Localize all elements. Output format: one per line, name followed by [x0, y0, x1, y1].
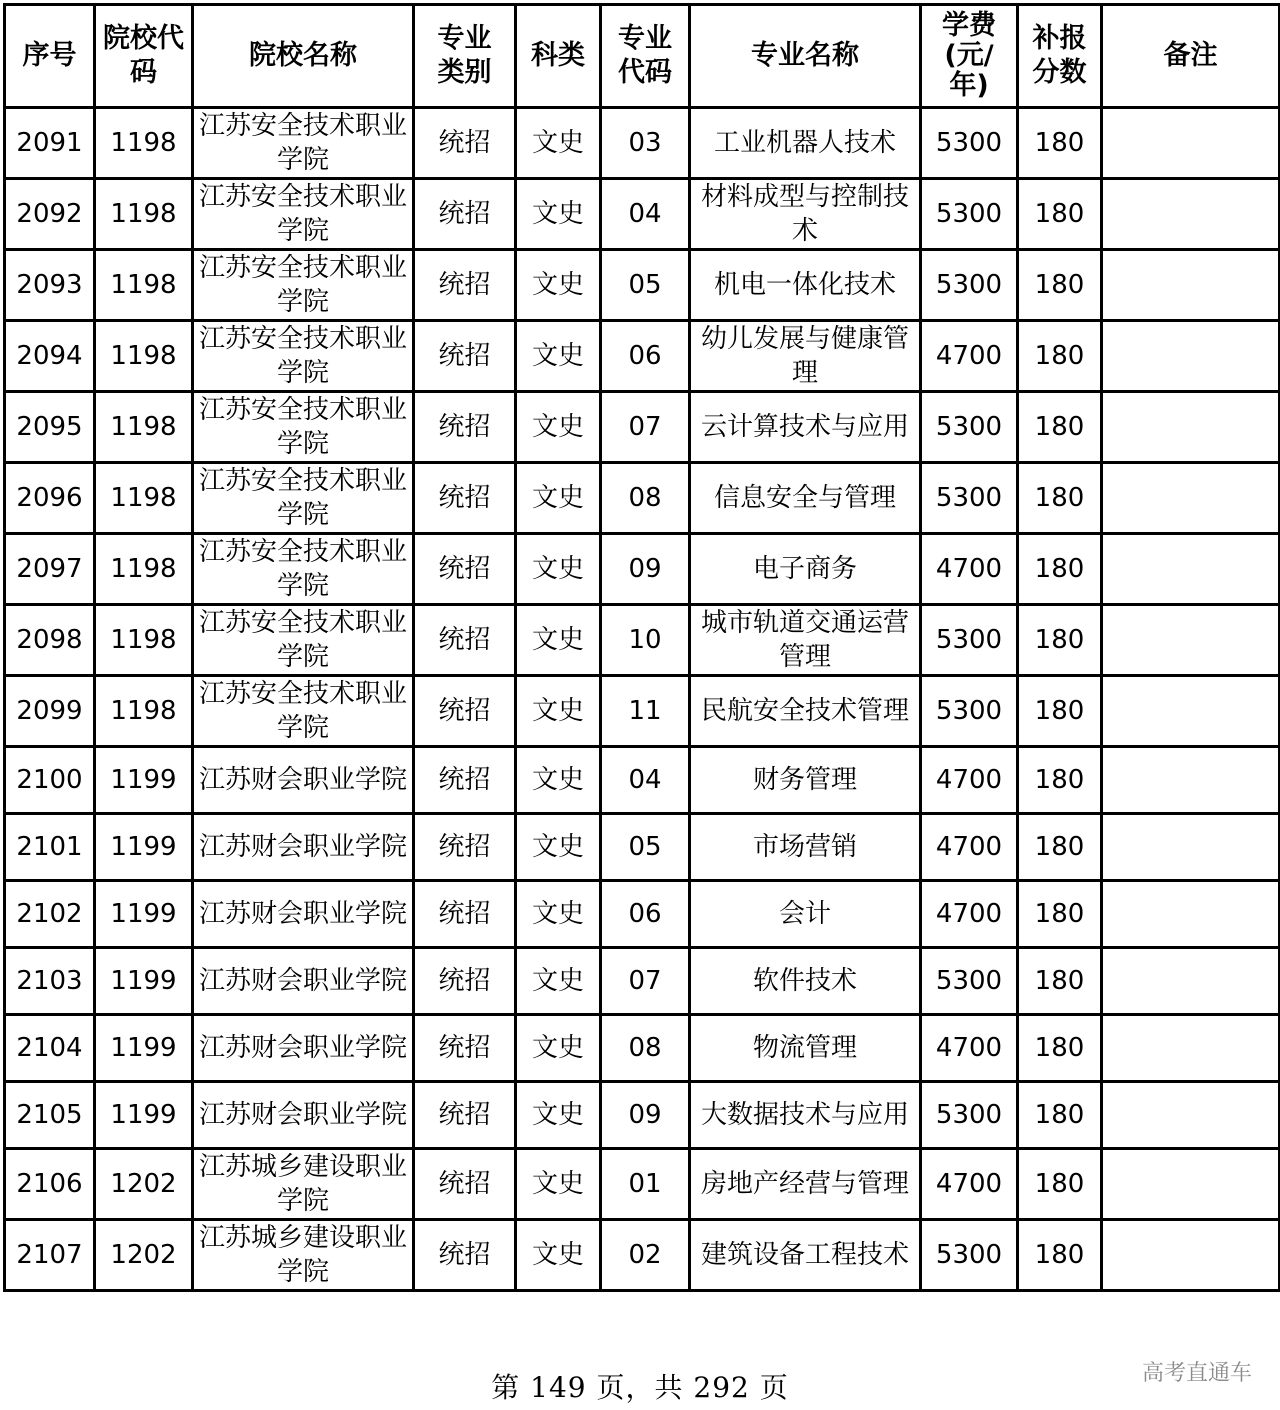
- cell-score: 180: [1018, 1015, 1102, 1082]
- table-row: [5, 1149, 1280, 1220]
- cell-tuition: 4700: [921, 321, 1018, 392]
- cell-major-type: 统招: [414, 321, 516, 392]
- cell-school-code: 1199: [95, 1015, 193, 1082]
- cell-subject: 文史: [516, 108, 601, 179]
- cell-major-code: 11: [601, 676, 690, 747]
- cell-score: 180: [1018, 463, 1102, 534]
- cell-remark: [1102, 948, 1280, 1015]
- cell-score: 180: [1018, 814, 1102, 881]
- cell-major-code: 09: [601, 1082, 690, 1149]
- cell-remark: [1102, 321, 1280, 392]
- cell-major-code: 04: [601, 179, 690, 250]
- cell-remark: [1102, 534, 1280, 605]
- admissions-table: [3, 3, 1280, 1292]
- cell-major-type: 统招: [414, 1220, 516, 1291]
- cell-tuition: 4700: [921, 534, 1018, 605]
- cell-remark: [1102, 392, 1280, 463]
- cell-score: 180: [1018, 881, 1102, 948]
- cell-major-name: 财务管理: [690, 747, 921, 814]
- cell-major-code: 02: [601, 1220, 690, 1291]
- table-row: [5, 392, 1280, 463]
- cell-subject: 文史: [516, 179, 601, 250]
- cell-remark: [1102, 463, 1280, 534]
- cell-seq: 2102: [5, 881, 95, 948]
- cell-score: 180: [1018, 1082, 1102, 1149]
- cell-major-type: 统招: [414, 814, 516, 881]
- cell-school-code: 1198: [95, 392, 193, 463]
- cell-score: 180: [1018, 321, 1102, 392]
- cell-school-code: 1199: [95, 881, 193, 948]
- header-seq: 序号: [5, 5, 95, 108]
- cell-major-type: 统招: [414, 1082, 516, 1149]
- cell-major-type: 统招: [414, 676, 516, 747]
- header-score: 补报 分数: [1018, 5, 1102, 108]
- page-number: 第 149 页，共 292 页: [491, 1371, 789, 1404]
- table-row: [5, 814, 1280, 881]
- cell-school-code: 1198: [95, 250, 193, 321]
- cell-major-code: 04: [601, 747, 690, 814]
- cell-major-type: 统招: [414, 108, 516, 179]
- cell-remark: [1102, 1149, 1280, 1220]
- cell-seq: 2101: [5, 814, 95, 881]
- cell-school-name: 江苏财会职业学院: [193, 948, 414, 1015]
- cell-seq: 2091: [5, 108, 95, 179]
- cell-school-name: 江苏城乡建设职业学院: [193, 1149, 414, 1220]
- header-major-type: 专业 类别: [414, 5, 516, 108]
- cell-school-name: 江苏财会职业学院: [193, 1015, 414, 1082]
- cell-school-code: 1199: [95, 814, 193, 881]
- cell-major-type: 统招: [414, 605, 516, 676]
- table-row: [5, 534, 1280, 605]
- cell-remark: [1102, 747, 1280, 814]
- cell-school-code: 1199: [95, 948, 193, 1015]
- cell-major-type: 统招: [414, 179, 516, 250]
- cell-school-code: 1198: [95, 108, 193, 179]
- cell-remark: [1102, 605, 1280, 676]
- cell-subject: 文史: [516, 605, 601, 676]
- header-major-code: 专业 代码: [601, 5, 690, 108]
- cell-score: 180: [1018, 179, 1102, 250]
- cell-major-name: 云计算技术与应用: [690, 392, 921, 463]
- cell-score: 180: [1018, 676, 1102, 747]
- table-row: [5, 948, 1280, 1015]
- cell-school-name: 江苏安全技术职业学院: [193, 534, 414, 605]
- table-row: [5, 747, 1280, 814]
- cell-seq: 2092: [5, 179, 95, 250]
- cell-seq: 2103: [5, 948, 95, 1015]
- cell-major-name: 软件技术: [690, 948, 921, 1015]
- cell-subject: 文史: [516, 250, 601, 321]
- cell-major-type: 统招: [414, 534, 516, 605]
- cell-major-name: 电子商务: [690, 534, 921, 605]
- cell-school-name: 江苏财会职业学院: [193, 881, 414, 948]
- cell-school-code: 1199: [95, 1082, 193, 1149]
- cell-score: 180: [1018, 948, 1102, 1015]
- header-tuition: 学费 (元/ 年): [921, 5, 1018, 108]
- cell-school-name: 江苏安全技术职业学院: [193, 463, 414, 534]
- cell-school-name: 江苏安全技术职业学院: [193, 605, 414, 676]
- watermark-text: 高考直通车: [1141, 1361, 1252, 1386]
- cell-subject: 文史: [516, 948, 601, 1015]
- cell-remark: [1102, 881, 1280, 948]
- cell-seq: 2099: [5, 676, 95, 747]
- cell-tuition: 4700: [921, 1015, 1018, 1082]
- cell-school-code: 1198: [95, 534, 193, 605]
- cell-seq: 2105: [5, 1082, 95, 1149]
- table-row: [5, 605, 1280, 676]
- cell-school-code: 1202: [95, 1220, 193, 1291]
- cell-seq: 2093: [5, 250, 95, 321]
- cell-subject: 文史: [516, 1015, 601, 1082]
- cell-tuition: 4700: [921, 1149, 1018, 1220]
- cell-major-type: 统招: [414, 463, 516, 534]
- cell-school-name: 江苏安全技术职业学院: [193, 321, 414, 392]
- header-subject: 科类: [516, 5, 601, 108]
- cell-major-code: 06: [601, 321, 690, 392]
- cell-remark: [1102, 814, 1280, 881]
- table-row: [5, 1220, 1280, 1291]
- cell-major-type: 统招: [414, 1015, 516, 1082]
- cell-major-code: 10: [601, 605, 690, 676]
- cell-major-code: 03: [601, 108, 690, 179]
- header-school-code: 院校代 码: [95, 5, 193, 108]
- cell-major-name: 信息安全与管理: [690, 463, 921, 534]
- cell-score: 180: [1018, 1149, 1102, 1220]
- table-row: [5, 179, 1280, 250]
- cell-score: 180: [1018, 250, 1102, 321]
- table-row: [5, 676, 1280, 747]
- cell-seq: 2104: [5, 1015, 95, 1082]
- cell-major-type: 统招: [414, 747, 516, 814]
- cell-remark: [1102, 179, 1280, 250]
- cell-seq: 2094: [5, 321, 95, 392]
- cell-tuition: 5300: [921, 463, 1018, 534]
- cell-major-type: 统招: [414, 392, 516, 463]
- cell-subject: 文史: [516, 1149, 601, 1220]
- cell-school-name: 江苏安全技术职业学院: [193, 108, 414, 179]
- cell-remark: [1102, 108, 1280, 179]
- cell-major-name: 房地产经营与管理: [690, 1149, 921, 1220]
- cell-school-code: 1199: [95, 747, 193, 814]
- cell-major-name: 材料成型与控制技术: [690, 179, 921, 250]
- cell-score: 180: [1018, 108, 1102, 179]
- header-remark: 备注: [1102, 5, 1280, 108]
- cell-major-type: 统招: [414, 881, 516, 948]
- cell-major-code: 09: [601, 534, 690, 605]
- cell-school-name: 江苏财会职业学院: [193, 814, 414, 881]
- cell-subject: 文史: [516, 1220, 601, 1291]
- table-row: [5, 321, 1280, 392]
- cell-major-code: 07: [601, 392, 690, 463]
- cell-major-name: 工业机器人技术: [690, 108, 921, 179]
- cell-tuition: 5300: [921, 108, 1018, 179]
- cell-tuition: 4700: [921, 881, 1018, 948]
- cell-school-name: 江苏安全技术职业学院: [193, 250, 414, 321]
- cell-score: 180: [1018, 534, 1102, 605]
- cell-score: 180: [1018, 1220, 1102, 1291]
- cell-major-code: 06: [601, 881, 690, 948]
- cell-tuition: 5300: [921, 948, 1018, 1015]
- table-row: [5, 250, 1280, 321]
- cell-remark: [1102, 1082, 1280, 1149]
- cell-subject: 文史: [516, 747, 601, 814]
- table-row: [5, 881, 1280, 948]
- cell-tuition: 5300: [921, 605, 1018, 676]
- cell-subject: 文史: [516, 881, 601, 948]
- cell-major-name: 建筑设备工程技术: [690, 1220, 921, 1291]
- cell-seq: 2107: [5, 1220, 95, 1291]
- cell-tuition: 5300: [921, 676, 1018, 747]
- cell-major-name: 城市轨道交通运营管理: [690, 605, 921, 676]
- cell-major-code: 01: [601, 1149, 690, 1220]
- cell-school-code: 1198: [95, 463, 193, 534]
- cell-subject: 文史: [516, 321, 601, 392]
- cell-tuition: 5300: [921, 1082, 1018, 1149]
- cell-remark: [1102, 1220, 1280, 1291]
- cell-score: 180: [1018, 747, 1102, 814]
- cell-seq: 2096: [5, 463, 95, 534]
- cell-school-name: 江苏财会职业学院: [193, 747, 414, 814]
- cell-seq: 2106: [5, 1149, 95, 1220]
- cell-major-name: 市场营销: [690, 814, 921, 881]
- cell-major-code: 07: [601, 948, 690, 1015]
- cell-major-code: 08: [601, 1015, 690, 1082]
- cell-school-name: 江苏城乡建设职业学院: [193, 1220, 414, 1291]
- cell-major-type: 统招: [414, 948, 516, 1015]
- cell-major-name: 物流管理: [690, 1015, 921, 1082]
- cell-tuition: 5300: [921, 1220, 1018, 1291]
- cell-subject: 文史: [516, 676, 601, 747]
- cell-major-name: 会计: [690, 881, 921, 948]
- cell-subject: 文史: [516, 814, 601, 881]
- cell-school-name: 江苏财会职业学院: [193, 1082, 414, 1149]
- cell-score: 180: [1018, 605, 1102, 676]
- cell-tuition: 4700: [921, 814, 1018, 881]
- cell-tuition: 4700: [921, 747, 1018, 814]
- cell-school-code: 1198: [95, 605, 193, 676]
- header-row: [5, 5, 1280, 108]
- cell-seq: 2100: [5, 747, 95, 814]
- table-row: [5, 1082, 1280, 1149]
- cell-subject: 文史: [516, 534, 601, 605]
- cell-major-name: 幼儿发展与健康管理: [690, 321, 921, 392]
- cell-major-code: 05: [601, 250, 690, 321]
- cell-subject: 文史: [516, 392, 601, 463]
- cell-tuition: 5300: [921, 392, 1018, 463]
- cell-school-name: 江苏安全技术职业学院: [193, 179, 414, 250]
- cell-seq: 2098: [5, 605, 95, 676]
- cell-subject: 文史: [516, 1082, 601, 1149]
- cell-major-name: 大数据技术与应用: [690, 1082, 921, 1149]
- cell-school-code: 1198: [95, 321, 193, 392]
- cell-school-name: 江苏安全技术职业学院: [193, 676, 414, 747]
- table-row: [5, 108, 1280, 179]
- cell-major-name: 民航安全技术管理: [690, 676, 921, 747]
- cell-subject: 文史: [516, 463, 601, 534]
- cell-major-type: 统招: [414, 1149, 516, 1220]
- cell-tuition: 5300: [921, 250, 1018, 321]
- cell-major-type: 统招: [414, 250, 516, 321]
- cell-remark: [1102, 676, 1280, 747]
- cell-school-name: 江苏安全技术职业学院: [193, 392, 414, 463]
- header-school-name: 院校名称: [193, 5, 414, 108]
- cell-seq: 2095: [5, 392, 95, 463]
- cell-major-code: 05: [601, 814, 690, 881]
- cell-school-code: 1198: [95, 179, 193, 250]
- table-row: [5, 463, 1280, 534]
- cell-major-code: 08: [601, 463, 690, 534]
- cell-remark: [1102, 1015, 1280, 1082]
- cell-school-code: 1202: [95, 1149, 193, 1220]
- cell-seq: 2097: [5, 534, 95, 605]
- cell-tuition: 5300: [921, 179, 1018, 250]
- cell-major-name: 机电一体化技术: [690, 250, 921, 321]
- table-row: [5, 1015, 1280, 1082]
- cell-school-code: 1198: [95, 676, 193, 747]
- cell-remark: [1102, 250, 1280, 321]
- header-major-name: 专业名称: [690, 5, 921, 108]
- cell-score: 180: [1018, 392, 1102, 463]
